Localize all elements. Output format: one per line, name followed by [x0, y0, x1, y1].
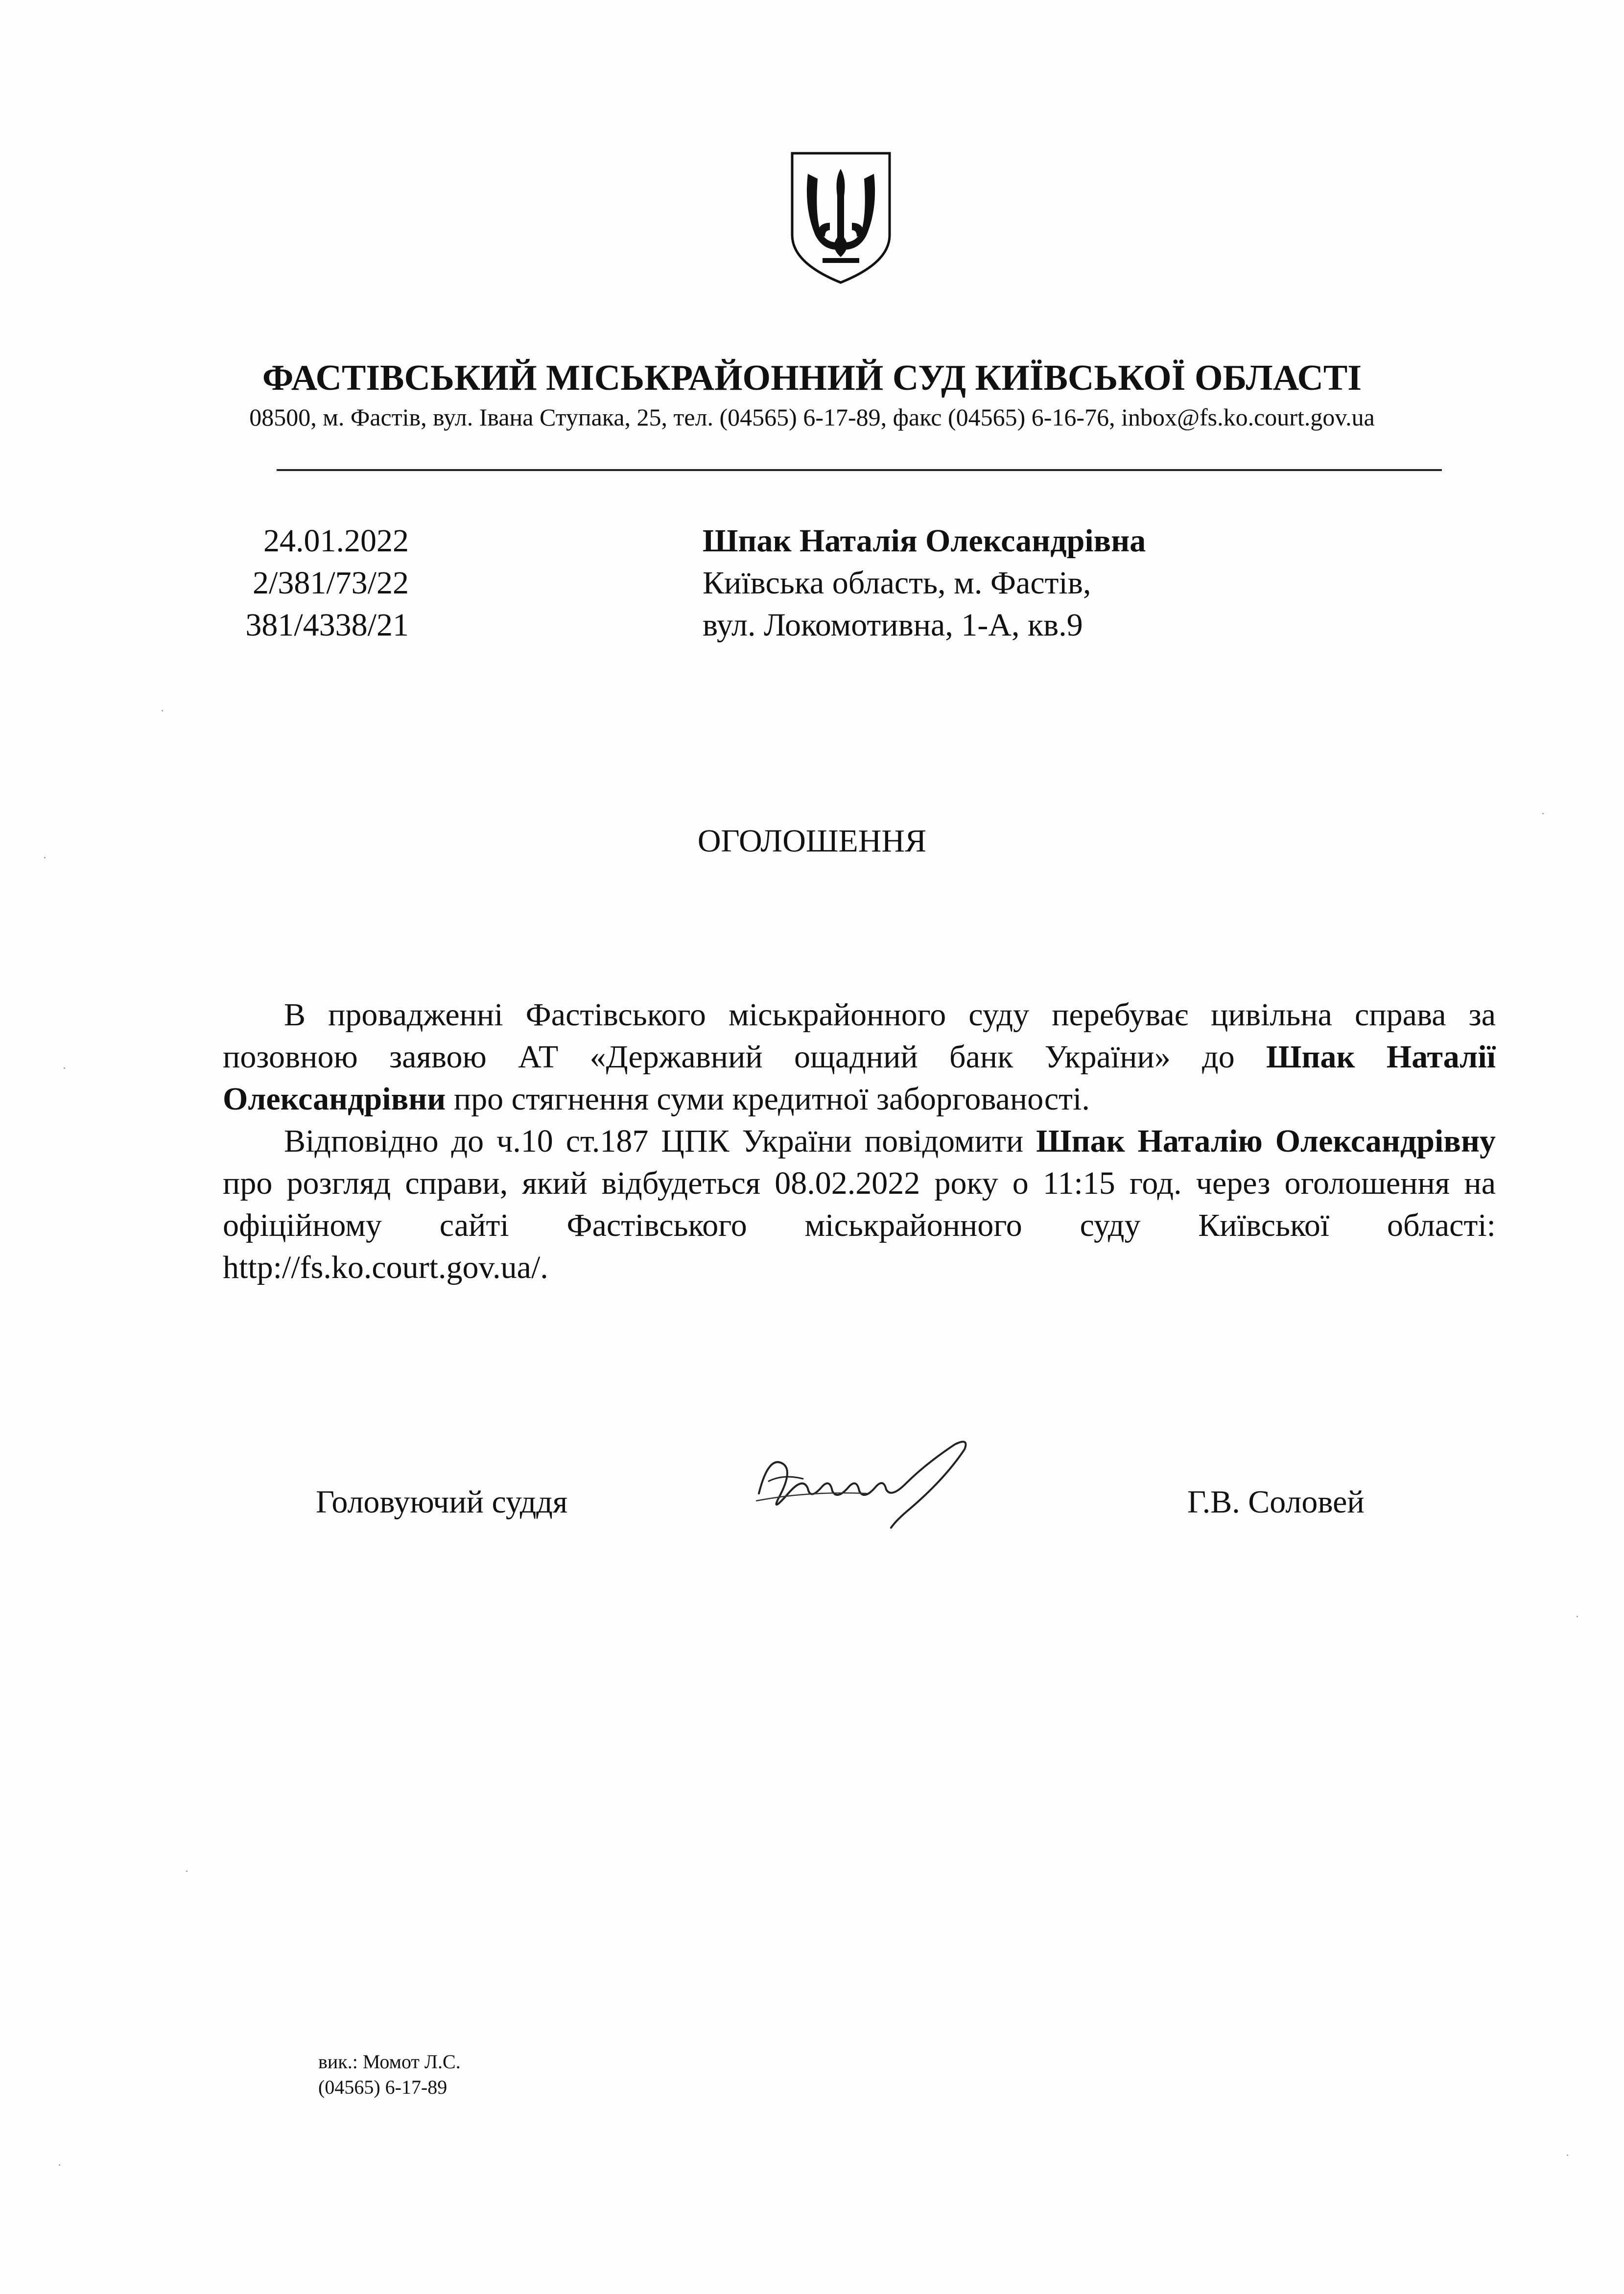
scan-speck — [59, 2164, 60, 2166]
signer-role: Головуючий суддя — [316, 1484, 568, 1520]
body-p1-text-a: В провадженні Фастівського міськрайонного суду перебуває цивільна справа за позовною заявою АТ «Державний ощадний банк України» до — [223, 997, 1496, 1075]
announcement-body — [223, 994, 1496, 1289]
addressee-name: Шпак Наталія Олександрівна — [703, 523, 1146, 559]
executor-block — [318, 2049, 461, 2100]
court-name-heading: ФАСТІВСЬКИЙ МІСЬКРАЙОННИЙ СУД КИЇВСЬКОЇ ОБЛАСТІ — [262, 358, 1362, 398]
signer-name: Г.В. Соловей — [1187, 1484, 1365, 1520]
addressee-address-line2: вул. Локомотивна, 1-А, кв.9 — [703, 607, 1083, 643]
scan-speck — [64, 1067, 65, 1069]
body-p2-text-a: Відповідно до ч.10 ст.187 ЦПК України повідомити — [284, 1123, 1036, 1159]
case-number: 381/4338/21 — [245, 607, 409, 643]
scan-speck — [44, 857, 46, 858]
body-p2-bold-name: Шпак Наталію Олександрівну — [1036, 1123, 1496, 1159]
body-p2-text-b: про розгляд справи, який відбудеться 08.02.2022 року о 11:15 год. через оголошення на офіційному сайті Фастівського міськрайонного суду Київської області: http://fs.ko.court.gov.ua/. — [223, 1165, 1496, 1285]
executor-phone: (04565) 6-17-89 — [318, 2076, 447, 2098]
announcement-title: ОГОЛОШЕННЯ — [697, 823, 927, 859]
body-paragraph-2 — [223, 1120, 1496, 1289]
scan-speck — [1567, 2154, 1568, 2156]
addressee-address-line1: Київська область, м. Фастів, — [703, 565, 1091, 601]
court-address-line: 08500, м. Фастів, вул. Івана Ступака, 25, тел. (04565) 6-17-89, факс (04565) 6-16-76, inbox@fs.ko.court.gov.ua — [249, 403, 1375, 431]
scan-speck — [162, 710, 163, 711]
body-paragraph-1 — [223, 994, 1496, 1120]
scan-speck — [186, 1870, 188, 1872]
body-p1-text-b: про стягнення суми кредитної заборгованості. — [446, 1081, 1090, 1117]
addressee-block — [703, 520, 1146, 646]
scan-speck — [1542, 813, 1544, 814]
document-meta — [215, 520, 409, 646]
executor-name: вик.: Момот Л.С. — [318, 2051, 461, 2073]
body-p1-bold-name: Шпак Наталії Олександрівни — [223, 1039, 1496, 1117]
header-divider — [277, 469, 1442, 471]
scan-speck — [1577, 1616, 1578, 1617]
document-date: 24.01.2022 — [263, 523, 409, 559]
outgoing-number: 2/381/73/22 — [252, 565, 409, 601]
ukraine-trident-emblem-icon — [788, 149, 894, 286]
handwritten-signature-icon — [749, 1435, 1004, 1537]
